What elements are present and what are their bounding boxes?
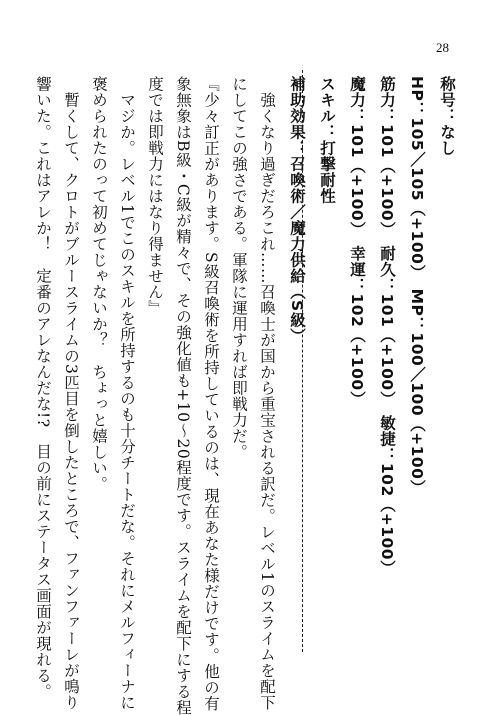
status-line: 補助効果：召喚術／魔力供給（S級）: [288, 76, 306, 344]
page-number: 28: [436, 40, 449, 55]
text-line: 褒められたのって初めてじゃないか？ ちょっと嬉しい。: [90, 76, 108, 492]
text-line: 強くなり過ぎだろこれ……召喚士が国から重宝される訳だ。レベル1のスライムを配下: [258, 76, 276, 711]
text-line: にしてこの強さである。軍隊に運用すれば即戦力だ。: [230, 76, 248, 460]
section-divider: [302, 70, 303, 652]
status-line: 筋力：101（+100） 耐久：101（+100） 敏捷：102（+100）: [378, 76, 396, 577]
status-line: HP：105／105（+100） MP：100／100（+100）: [408, 76, 426, 496]
status-line: スキル：打撃耐性: [318, 76, 336, 204]
status-line: 魔力：101（+100） 幸運：102（+100）: [348, 76, 366, 407]
page-body: [0, 76, 500, 715]
status-line: 称号：なし: [438, 76, 456, 156]
text-line: 『少々訂正があります。S級召喚術を所持しているのは、現在あなた様だけです。他の有: [202, 76, 220, 712]
text-line: マジか。レベル1でこのスキルを所持するのも十分チートだな。それにメルフィーナに: [118, 76, 136, 711]
text-line: 象無象はB級・C級が精々で、その強化値も+10～20程度です。スライムを配下にする程: [174, 76, 192, 715]
text-line: 響いた。これはアレか！ 定番のアレなんだな!? 目の前にステータス画面が現れる。: [34, 76, 52, 700]
text-line: 暫くして、クロトがブルースライムの3匹目を倒したところで、ファンファーレが鳴り: [62, 76, 80, 711]
text-line: 度では即戦力にはなり得ません』: [146, 76, 164, 316]
